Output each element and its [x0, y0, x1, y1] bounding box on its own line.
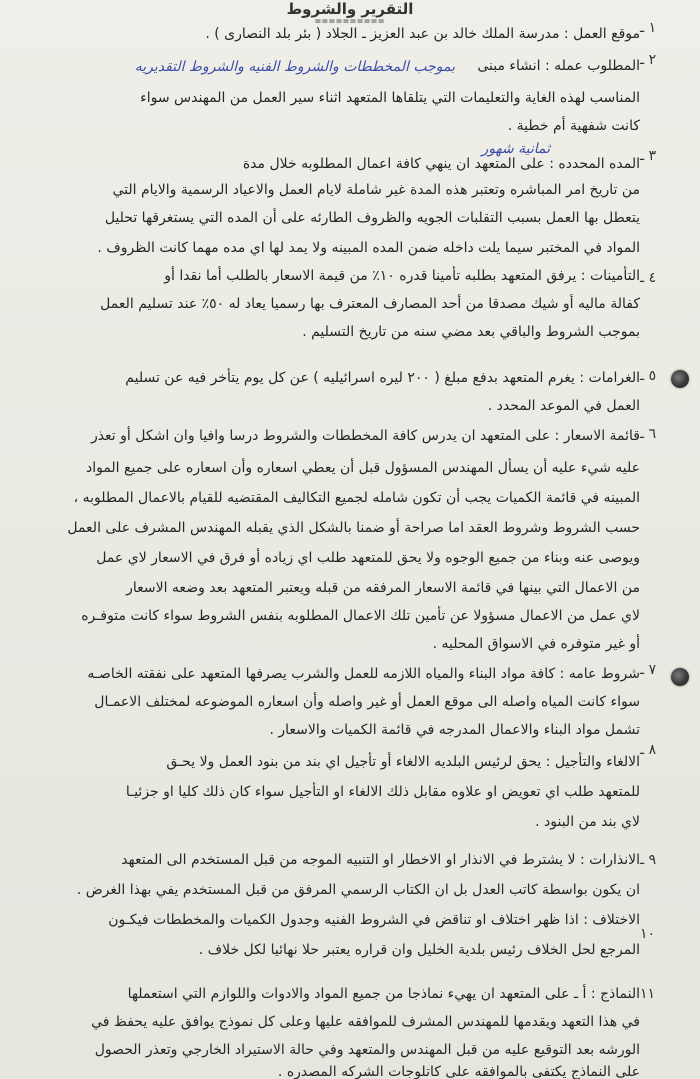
text-line: في هذا التعهد ويقدمها للمهندس المشرف للموافقه عليها وعلى كل نموذج يوافق عليه يحفظ في — [91, 1014, 640, 1030]
item-number: ٥ ـ — [640, 368, 657, 384]
item-number: ٦ ـ — [640, 426, 657, 442]
text-line: كانت شفهية أم خطية . — [507, 118, 640, 134]
text-line: يتعطل بها العمل بسبب التقلبات الجويه والظروف الطارئه على أن المده التي يستغرقها تحليل — [104, 210, 640, 226]
text-line: من تاريخ امر المباشره وتعتبر هذه المدة غير شاملة لايام العمل والاعياد الرسمية والايام التي — [112, 182, 640, 198]
item-number: ١١ — [640, 986, 656, 1002]
text-line: عليه شيء عليه أن يسأل المهندس المسؤول قبل أن يعطي اسعاره وأن اسعاره على جميع المواد — [85, 460, 640, 476]
item-number: ٨ ـ — [640, 742, 657, 758]
text-line: شروط عامه : كافة مواد البناء والمياه اللازمه للعمل والشرب يصرفها المتعهد على نفقته الخاصـه — [87, 666, 640, 682]
text-line: تشمل مواد البناء والاعمال المدرجه في قائمة الكميات والاسعار . — [269, 722, 640, 738]
text-line: أو غير متوفره في الاسواق المحليه . — [432, 636, 640, 652]
text-line: المده المحدده : على المتعهد ان ينهي كافة اعمال المطلوبه خلال مدة — [242, 156, 640, 172]
text-line: المرجع لحل الخلاف رئيس بلدية الخليل وان قراره يعتبر حلا نهائيا لكل خلاف . — [198, 942, 640, 958]
text-line: المواد في المختبر سيما يلت داخله ضمن المده المبينه ولا يمد لها اي مده مهما كانت الظروف . — [97, 240, 640, 256]
text-line: من الاعمال التي بينها في قائمة الاسعار المرفقه من قبله ويعتبر المتعهد بعد وضعه الاسعار — [126, 580, 640, 596]
text-line: المناسب لهذه الغاية والتعليمات التي يتلقاها المتعهد اثناء سير العمل من المهندس سواء — [140, 90, 640, 106]
item-number: ٣ ـ — [640, 148, 657, 164]
title-underline: ========== — [314, 16, 386, 27]
text-line: الالغاء والتأجيل : يحق لرئيس البلديه الالغاء أو تأجيل اي بند من بنود العمل ولا يحـق — [166, 754, 640, 770]
item-number: ٧ ـ — [640, 662, 657, 678]
text-line: على النماذج يكتفى بالموافقه على كاتلوجات الشركه المصدره . — [277, 1064, 640, 1079]
text-line: قائمة الاسعار : على المتعهد ان يدرس كافة المخططات والشروط درسا وافيا وان اشكل أو تعذر — [90, 428, 640, 444]
binder-hole — [671, 370, 689, 388]
text-line: حسب الشروط وشروط العقد اما صراحة أو ضمنا بالشكل الذي يقبله المهندس المشرف على العمل — [67, 520, 640, 536]
text-line: بموجب الشروط والباقي بعد مضي سنه من تاريخ التسليم . — [302, 324, 640, 340]
item-number: ٢ ـ — [640, 52, 657, 68]
item-number: ٩ ـ — [640, 852, 657, 868]
text-line: كفالة ماليه أو شيك مصدقا من أحد المصارف المعترف بها رسميا يعاد له ٥٠٪ عند تسليم العمل — [100, 296, 640, 312]
item-number: ٤ ـ — [640, 270, 657, 286]
text-line: ان يكون بواسطة كاتب العدل بل ان الكتاب الرسمي المرفق من قبل المستخدم يفي بهذا الغرض . — [76, 882, 640, 898]
text-line: الانذارات : لا يشترط في الانذار او الاخطار او التنبيه الموجه من قبل المستخدم الى المتعهد — [121, 852, 640, 868]
text-line: النماذج : أ ـ على المتعهد ان يهيء نماذجا من جميع المواد والادوات واللوازم التي استعملها — [127, 986, 640, 1002]
handwritten-duration: ثمانية شهور — [481, 141, 550, 157]
text-line: الغرامات : يغرم المتعهد بدفع مبلغ ( ٢٠٠ ليره اسرائيليه ) عن كل يوم يتأخر فيه عن تسليم — [125, 370, 640, 386]
item-number: ١٠ — [640, 926, 656, 942]
text-line: لاي عمل من الاعمال مسؤولا عن تأمين تلك الاعمال المطلوبه بنفس الشروط سواء كانت متوفـره — [81, 608, 640, 624]
binder-hole — [671, 668, 689, 686]
text-line: لاي بند من البنود . — [535, 814, 640, 830]
text-line: الورشه بعد التوقيع عليه من قبل المهندس والمتعهد وفي حالة الاستيراد الخارجي وتعذر الحصول — [94, 1042, 640, 1058]
text-line: المطلوب عمله : انشاء مبنى — [477, 58, 640, 74]
text-line: المبينه في قائمة الكميات يجب أن تكون شامله لجميع التكاليف المقتضيه للقيام بالاعمال المطلوبه ، — [73, 490, 640, 506]
text-line: الاختلاف : اذا ظهر اختلاف او تناقض في الشروط الفنيه وجدول الكميات والمخططات فيكـون — [108, 912, 640, 928]
text-line: ويوصى عنه وبناء من جميع الوجوه ولا يحق للمتعهد طلب اي زياده أو فرق في الاسعار لاي عمل — [96, 550, 640, 566]
text-line: موقع العمل : مدرسة الملك خالد بن عبد العزيز ـ الجلاد ( بئر بلد النصارى ) . — [205, 26, 640, 42]
item-number: ١ ـ — [640, 20, 657, 36]
text-line: للمتعهد طلب اي تعويض او علاوه مقابل ذلك الالغاء او التأجيل سواء كان ذلك كليا او جزئيـا — [125, 784, 640, 800]
text-line: العمل في الموعد المحدد . — [487, 398, 640, 414]
handwritten-insertion: بموجب المخططات والشروط الفنيه والشروط التقديريه — [134, 59, 455, 75]
text-line: التأمينات : يرفق المتعهد بطلبه تأمينا قدره ١٠٪ من قيمة الاسعار بالطلب أما نقدا أو — [164, 268, 640, 284]
document-title: التقرير والشروط — [286, 0, 414, 18]
text-line: سواء كانت المياه واصله الى موقع العمل أو غير واصله وأن اسعاره الموضوعه لمختلف الاعمـال — [94, 694, 640, 710]
